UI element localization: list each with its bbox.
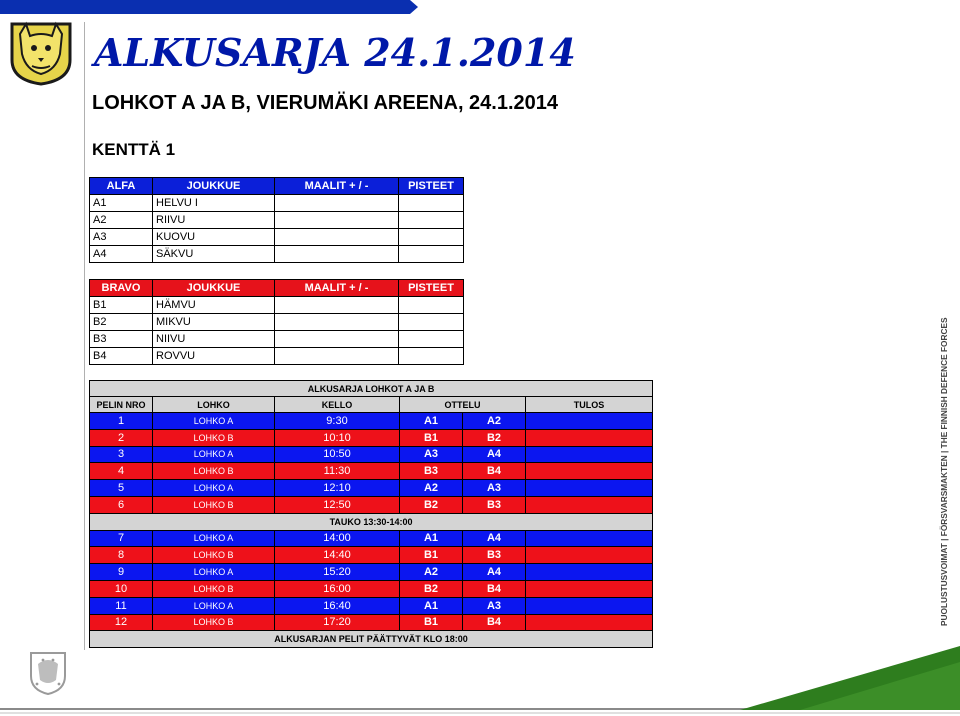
team-name: HÄMVU (153, 297, 275, 314)
game-time: 17:20 (275, 614, 400, 631)
away-team: B4 (463, 614, 526, 631)
team-id: A2 (90, 212, 153, 229)
group-bravo-table (89, 279, 464, 365)
team-name: MIKVU (153, 314, 275, 331)
table-row (90, 297, 464, 314)
group-label: LOHKO A (153, 530, 275, 547)
game-number: 6 (90, 496, 153, 513)
column-header: MAALIT + / - (275, 280, 399, 297)
away-team: A2 (463, 413, 526, 430)
column-header: JOUKKUE (153, 178, 275, 195)
group-alfa-table (89, 177, 464, 263)
team-name: ROVVU (153, 348, 275, 365)
game-number: 11 (90, 597, 153, 614)
points-cell (399, 212, 464, 229)
home-team: A1 (400, 530, 463, 547)
group-label: LOHKO B (153, 429, 275, 446)
game-time: 9:30 (275, 413, 400, 430)
table-row (90, 314, 464, 331)
away-team: B3 (463, 496, 526, 513)
group-label: LOHKO B (153, 547, 275, 564)
column-header: KELLO (275, 397, 400, 413)
game-row (90, 597, 653, 614)
points-cell (399, 297, 464, 314)
result-cell (526, 614, 653, 631)
home-team: B2 (400, 496, 463, 513)
game-time: 12:50 (275, 496, 400, 513)
result-cell (526, 597, 653, 614)
page-subtitle: LOHKOT A JA B, VIERUMÄKI AREENA, 24.1.2014 (92, 92, 559, 114)
team-name: SÄKVU (153, 246, 275, 263)
column-header: MAALIT + / - (275, 178, 399, 195)
left-divider-line (84, 22, 85, 650)
game-number: 9 (90, 564, 153, 581)
result-cell (526, 564, 653, 581)
home-team: A1 (400, 413, 463, 430)
away-team: B2 (463, 429, 526, 446)
away-team: A3 (463, 597, 526, 614)
game-time: 16:40 (275, 597, 400, 614)
field-label: KENTTÄ 1 (92, 140, 176, 159)
away-team: A4 (463, 530, 526, 547)
group-label: LOHKO A (153, 480, 275, 497)
team-name: NIIVU (153, 331, 275, 348)
coat-of-arms-icon (28, 650, 68, 696)
column-header: JOUKKUE (153, 280, 275, 297)
game-time: 12:10 (275, 480, 400, 497)
team-id: B4 (90, 348, 153, 365)
top-accent-bar (0, 0, 420, 14)
column-header: PISTEET (399, 280, 464, 297)
table-row (90, 195, 464, 212)
team-name: RIIVU (153, 212, 275, 229)
game-number: 2 (90, 429, 153, 446)
result-cell (526, 413, 653, 430)
column-header: ALFA (90, 178, 153, 195)
result-cell (526, 580, 653, 597)
game-number: 7 (90, 530, 153, 547)
group-label: LOHKO B (153, 580, 275, 597)
game-number: 10 (90, 580, 153, 597)
group-label: LOHKO A (153, 446, 275, 463)
away-team: A4 (463, 564, 526, 581)
away-team: A4 (463, 446, 526, 463)
game-time: 14:00 (275, 530, 400, 547)
game-time: 10:10 (275, 429, 400, 446)
column-header: PISTEET (399, 178, 464, 195)
team-id: B1 (90, 297, 153, 314)
game-number: 8 (90, 547, 153, 564)
home-team: A2 (400, 564, 463, 581)
group-label: LOHKO B (153, 496, 275, 513)
team-name: KUOVU (153, 229, 275, 246)
result-cell (526, 530, 653, 547)
schedule-table (89, 380, 653, 648)
home-team: A2 (400, 480, 463, 497)
table-row (90, 229, 464, 246)
home-team: A1 (400, 597, 463, 614)
column-header: TULOS (526, 397, 653, 413)
footer-label: ALKUSARJAN PELIT PÄÄTTYVÄT KLO 18:00 (90, 631, 653, 648)
game-time: 14:40 (275, 547, 400, 564)
game-time: 16:00 (275, 580, 400, 597)
game-row (90, 480, 653, 497)
goals-cell (275, 229, 399, 246)
game-time: 15:20 (275, 564, 400, 581)
team-id: B3 (90, 331, 153, 348)
group-label: LOHKO A (153, 564, 275, 581)
goals-cell (275, 331, 399, 348)
game-number: 3 (90, 446, 153, 463)
group-label: LOHKO B (153, 463, 275, 480)
lynx-emblem-logo (8, 20, 74, 86)
goals-cell (275, 212, 399, 229)
home-team: B1 (400, 614, 463, 631)
home-team: B2 (400, 580, 463, 597)
result-cell (526, 496, 653, 513)
home-team: B3 (400, 463, 463, 480)
schedule-title-row (90, 381, 653, 397)
break-label-row (90, 513, 653, 530)
result-cell (526, 446, 653, 463)
break-label: TAUKO 13:30-14:00 (90, 513, 653, 530)
goals-cell (275, 246, 399, 263)
side-text: PUOLUSTUSVOIMAT | FÖRSVARSMAKTEN | THE FINNISH DEFENCE FORCES (939, 317, 949, 626)
game-row (90, 564, 653, 581)
team-id: A1 (90, 195, 153, 212)
game-number: 5 (90, 480, 153, 497)
points-cell (399, 195, 464, 212)
table-row (90, 246, 464, 263)
result-cell (526, 547, 653, 564)
game-time: 10:50 (275, 446, 400, 463)
game-row (90, 446, 653, 463)
table-header-row (90, 280, 464, 297)
group-label: LOHKO A (153, 597, 275, 614)
result-cell (526, 463, 653, 480)
game-row (90, 614, 653, 631)
away-team: B4 (463, 580, 526, 597)
result-cell (526, 480, 653, 497)
column-header: BRAVO (90, 280, 153, 297)
column-header: PELIN NRO (90, 397, 153, 413)
table-header-row (90, 178, 464, 195)
game-number: 1 (90, 413, 153, 430)
game-row (90, 413, 653, 430)
game-row (90, 496, 653, 513)
group-label: LOHKO A (153, 413, 275, 430)
points-cell (399, 331, 464, 348)
column-header: OTTELU (400, 397, 526, 413)
schedule-title: ALKUSARJA LOHKOT A JA B (90, 381, 653, 397)
table-row (90, 212, 464, 229)
home-team: A3 (400, 446, 463, 463)
schedule-header-row (90, 397, 653, 413)
points-cell (399, 314, 464, 331)
home-team: B1 (400, 429, 463, 446)
table-row (90, 331, 464, 348)
points-cell (399, 229, 464, 246)
game-row (90, 547, 653, 564)
game-row (90, 530, 653, 547)
defence-forces-side-text (936, 270, 950, 626)
result-cell (526, 429, 653, 446)
game-number: 4 (90, 463, 153, 480)
home-team: B1 (400, 547, 463, 564)
goals-cell (275, 314, 399, 331)
goals-cell (275, 297, 399, 314)
points-cell (399, 246, 464, 263)
game-number: 12 (90, 614, 153, 631)
team-id: A3 (90, 229, 153, 246)
team-id: B2 (90, 314, 153, 331)
points-cell (399, 348, 464, 365)
game-time: 11:30 (275, 463, 400, 480)
game-row (90, 580, 653, 597)
game-row (90, 429, 653, 446)
away-team: B4 (463, 463, 526, 480)
team-name: HELVU I (153, 195, 275, 212)
column-header: LOHKO (153, 397, 275, 413)
page-title: ALKUSARJA 24.1.2014 (94, 30, 576, 75)
away-team: B3 (463, 547, 526, 564)
table-row (90, 348, 464, 365)
group-label: LOHKO B (153, 614, 275, 631)
team-id: A4 (90, 246, 153, 263)
game-row (90, 463, 653, 480)
goals-cell (275, 348, 399, 365)
goals-cell (275, 195, 399, 212)
away-team: A3 (463, 480, 526, 497)
bottom-decoration (0, 640, 960, 716)
